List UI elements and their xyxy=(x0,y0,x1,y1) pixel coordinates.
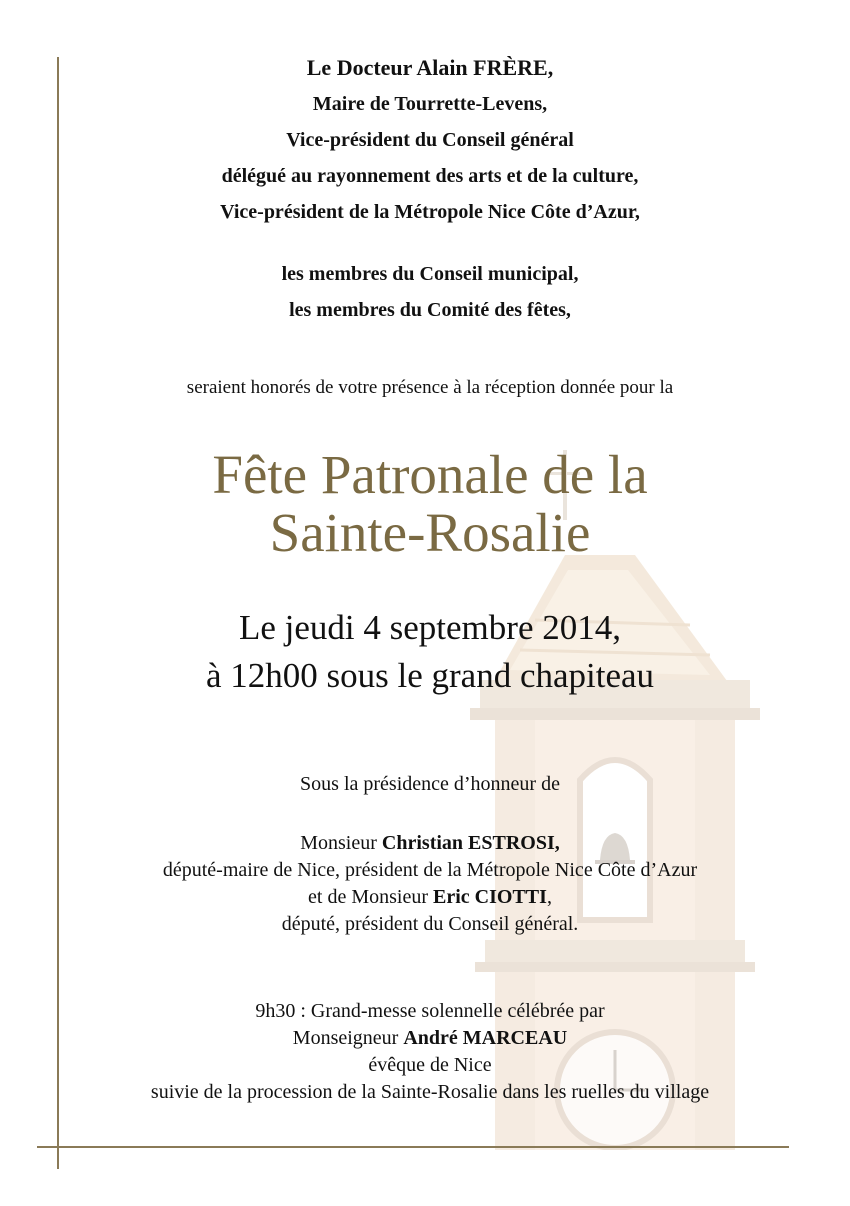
honor-person-2-title: député, président du Conseil général. xyxy=(281,913,579,935)
members-line: les membres du Comité des fêtes, xyxy=(289,299,571,321)
honor-person-1 xyxy=(60,830,800,857)
mayor-name: Le Docteur Alain FRÈRE, xyxy=(306,55,554,80)
honor-person-2 xyxy=(60,884,800,911)
honor-heading: Sous la présidence d’honneur de xyxy=(300,773,560,795)
event-date xyxy=(60,604,800,700)
event-date-line: Le jeudi 4 septembre 2014, xyxy=(239,608,621,647)
honor-person-1-prefix: Monsieur xyxy=(300,832,382,854)
intro-text: seraient honorés de votre présence à la réception donnée pour la xyxy=(186,377,674,398)
mass-line: 9h30 : Grand-messe solennelle célébrée par xyxy=(255,1000,605,1022)
members-line: les membres du Conseil municipal, xyxy=(281,263,579,285)
program-section xyxy=(60,998,800,1106)
frame-vertical-line xyxy=(57,57,59,1169)
honor-person-2-prefix: et de Monsieur xyxy=(308,886,434,908)
mayor-title: Vice-président du Conseil général xyxy=(286,129,574,151)
celebrant-title: évêque de Nice xyxy=(368,1054,492,1076)
celebrant-name: André MARCEAU xyxy=(403,1027,568,1049)
honor-person-2-suffix: , xyxy=(546,886,552,908)
honor-section xyxy=(60,830,800,938)
members-section xyxy=(60,256,800,328)
event-date-line: à 12h00 sous le grand chapiteau xyxy=(205,656,655,695)
event-title-line: Fête Patronale de la xyxy=(212,444,648,505)
honor-person-2-name: Eric CIOTTI xyxy=(433,886,547,908)
mayor-title: Maire de Tourrette-Levens, xyxy=(312,93,548,115)
event-title xyxy=(60,446,800,562)
procession-line: suivie de la procession de la Sainte-Rosalie dans les ruelles du village xyxy=(150,1081,710,1103)
mayor-title: délégué au rayonnement des arts et de la culture, xyxy=(221,165,639,187)
celebrant xyxy=(60,1025,800,1052)
honor-person-1-title: député-maire de Nice, président de la Métropole Nice Côte d’Azur xyxy=(162,859,698,881)
frame-horizontal-line xyxy=(37,1146,789,1148)
hosts-section xyxy=(60,50,800,230)
celebrant-prefix: Monseigneur xyxy=(292,1027,404,1049)
mayor-title: Vice-président de la Métropole Nice Côte d’Azur, xyxy=(220,201,640,223)
event-title-line: Sainte-Rosalie xyxy=(269,502,591,563)
honor-person-1-name: Christian ESTROSI, xyxy=(381,832,560,854)
